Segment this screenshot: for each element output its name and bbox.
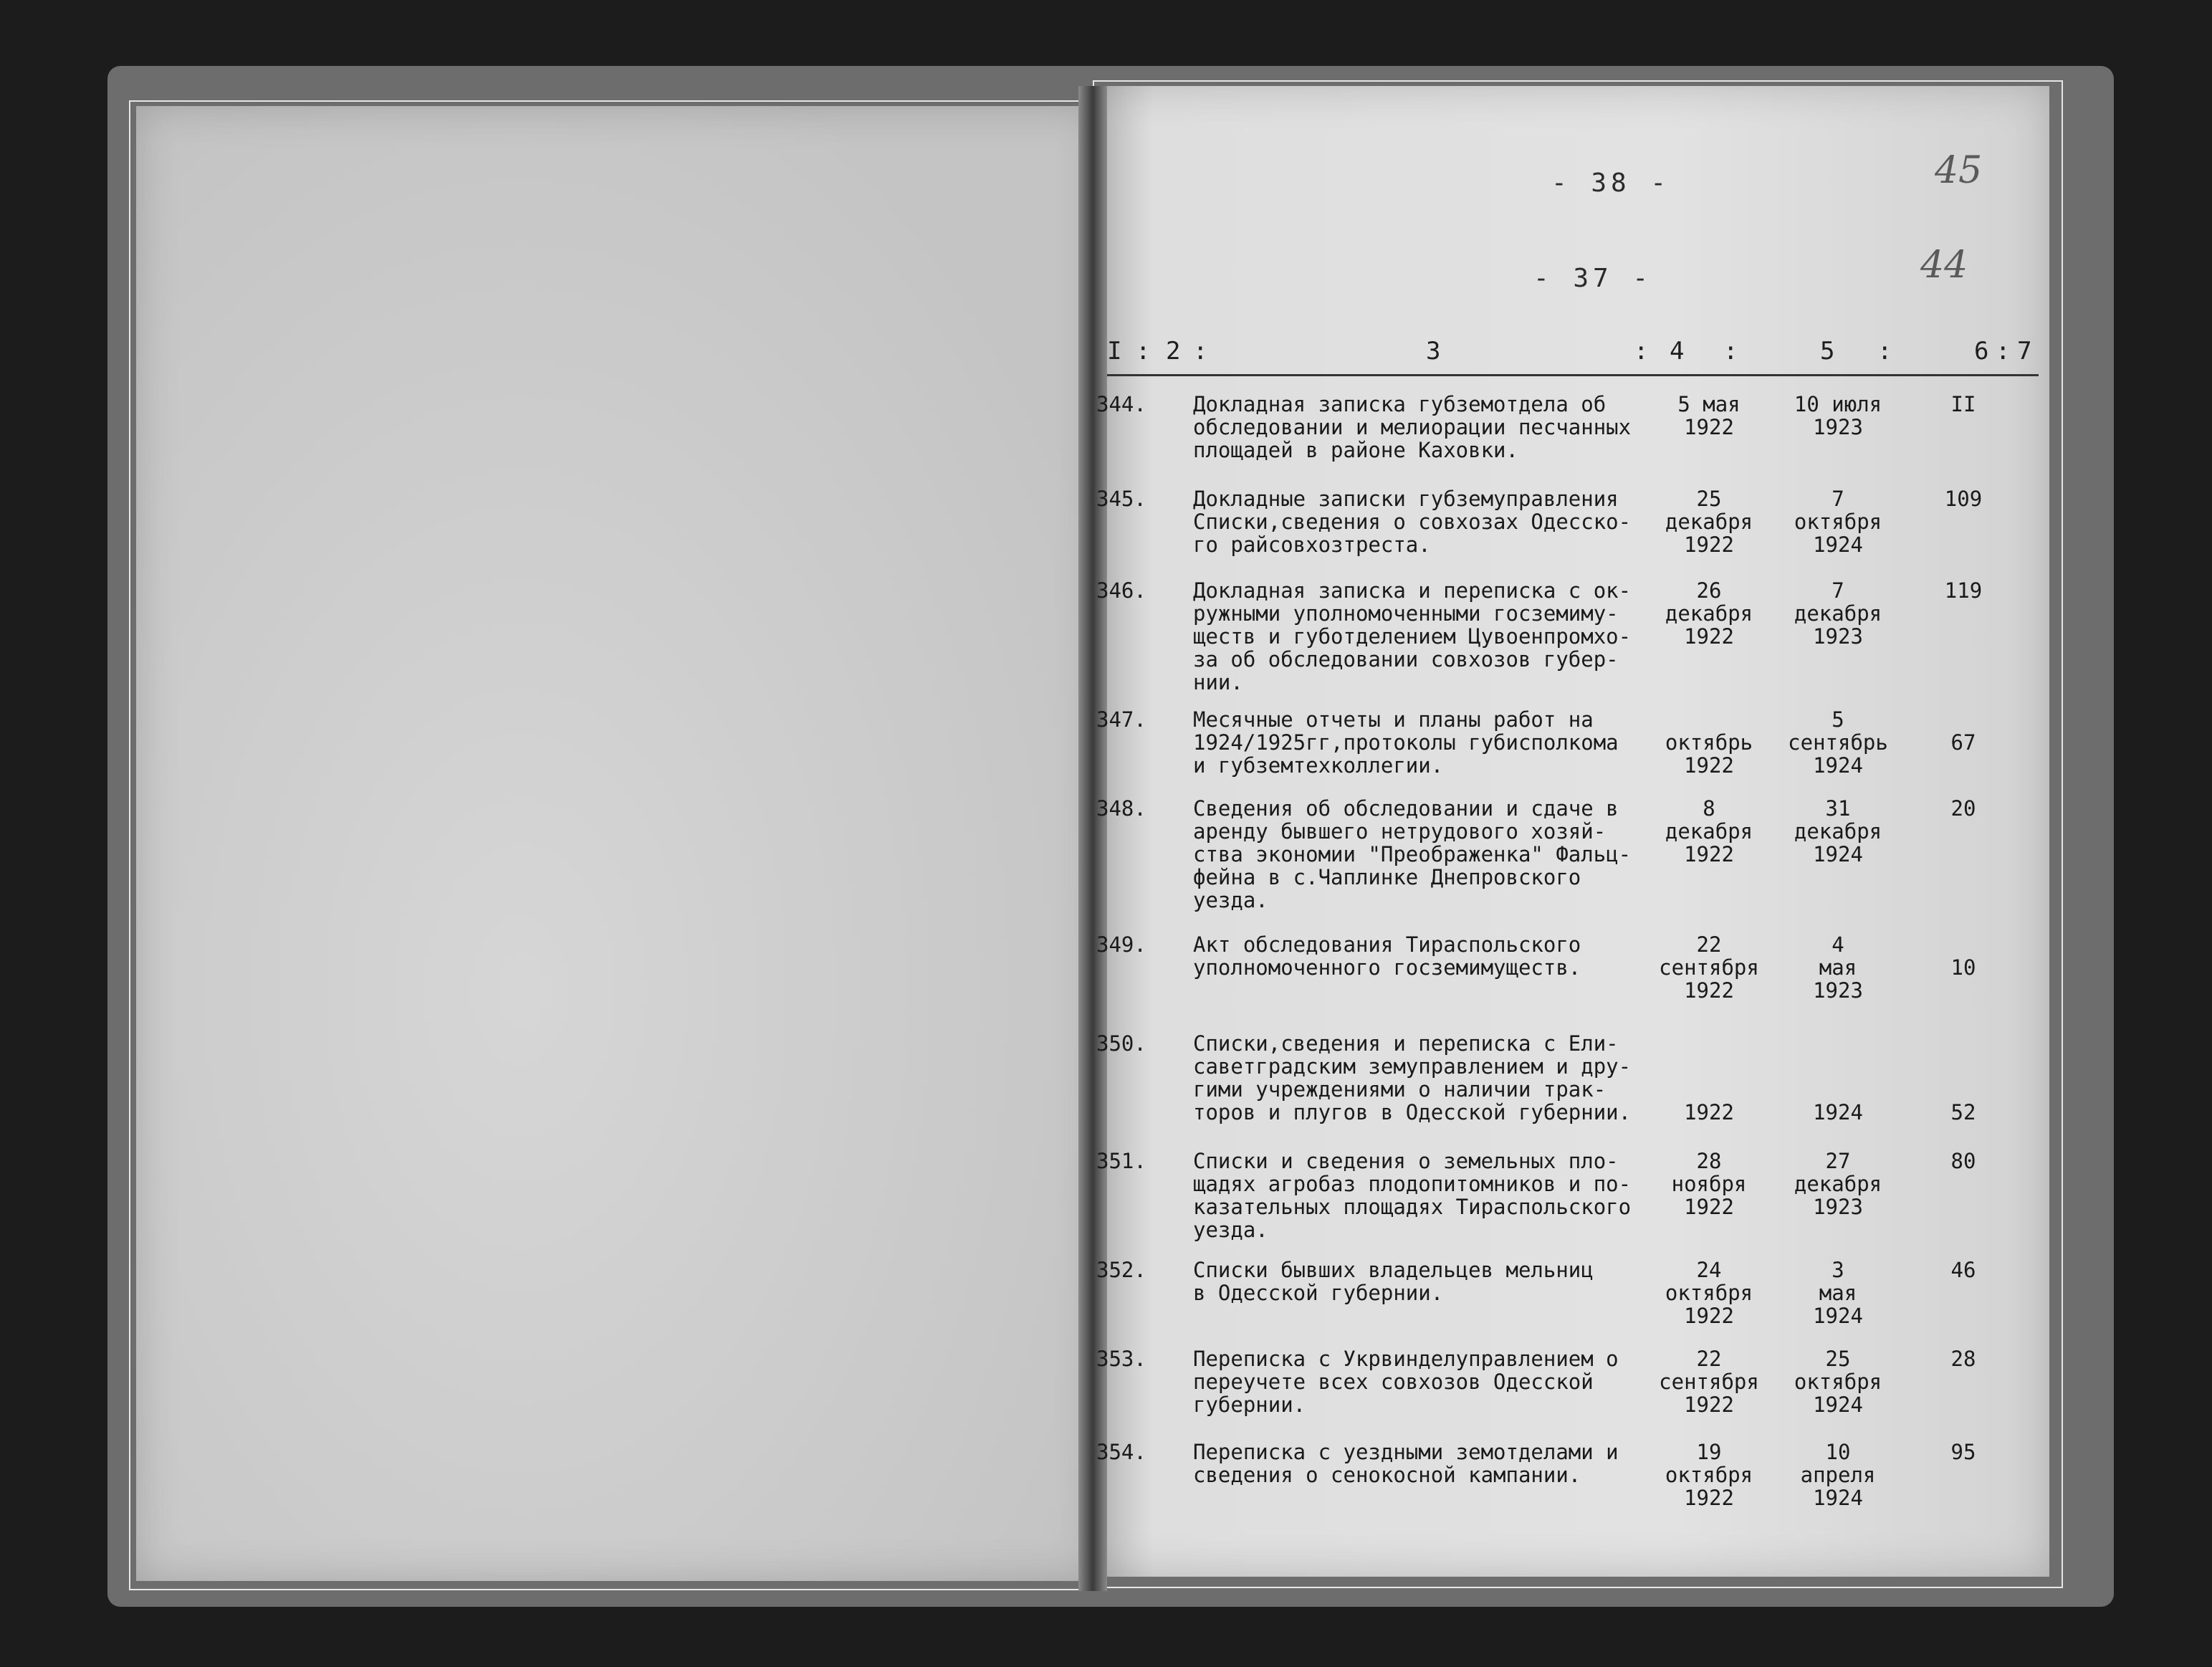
record-sheet-count: 67 (1950, 730, 1976, 755)
header-sep: : (1136, 337, 1151, 366)
record-description: Списки,сведения и переписка с Ели- саветградским земуправлением и дру- гими учреждениями о наличии трак- торов и плугов в Одесской губернии. (1193, 1031, 1632, 1124)
record-sheet-count: 46 (1950, 1258, 1976, 1282)
typed-page-number-37: - 37 - (1533, 264, 1653, 293)
record-end-date: 7 октября 1924 (1794, 487, 1882, 557)
record-sheet-count: 28 (1950, 1347, 1976, 1371)
record-start-date: 5 мая 1922 (1677, 392, 1741, 439)
header-col-5: 5 (1820, 337, 1835, 366)
record-start-date: 19 октября 1922 (1665, 1440, 1753, 1510)
record-start-date: 26 декабря 1922 (1665, 578, 1753, 649)
record-start-date: 25 декабря 1922 (1665, 487, 1753, 557)
record-start-date: 24 октября 1922 (1665, 1258, 1753, 1328)
record-description: Переписка с Укрвинделуправлением о переучете всех совхозов Одесской губернии. (1193, 1347, 1619, 1417)
record-end-date: 27 декабря 1923 (1794, 1149, 1882, 1219)
record-end-date: 10 апреля 1924 (1800, 1440, 1876, 1510)
header-col-3: 3 (1426, 337, 1441, 366)
record-end-date: 31 декабря 1924 (1794, 796, 1882, 866)
record-number: 350. (1096, 1031, 1146, 1056)
record-start-date: 1922 (1684, 1100, 1734, 1124)
record-sheet-count: 95 (1950, 1440, 1976, 1464)
record-description: Списки бывших владельцев мельниц в Одесской губернии. (1193, 1258, 1594, 1305)
record-end-date: 10 июля 1923 (1794, 392, 1882, 439)
record-sheet-count: 52 (1950, 1100, 1976, 1124)
record-number: 351. (1096, 1149, 1146, 1173)
record-description: Переписка с уездными земотделами и сведения о сенокосной кампании. (1193, 1440, 1619, 1487)
record-end-date: 3 мая 1924 (1813, 1258, 1863, 1328)
handwritten-folio-45: 45 (1935, 149, 1983, 192)
left-page-blank (136, 106, 1096, 1581)
record-number: 353. (1096, 1347, 1146, 1371)
record-number: 347. (1096, 707, 1146, 732)
record-description: Месячные отчеты и планы работ на 1924/1925гг,протоколы губисполкома и губземтехколлегии. (1193, 707, 1619, 778)
record-sheet-count: 109 (1944, 487, 1983, 511)
header-col-6: 6 (1974, 337, 1989, 366)
table-column-header (1107, 331, 2039, 376)
record-number: 349. (1096, 932, 1146, 957)
record-sheet-count: 80 (1950, 1149, 1976, 1173)
record-number: 345. (1096, 487, 1146, 511)
record-sheet-count: 20 (1950, 796, 1976, 821)
record-end-date: 5 сентябрь 1924 (1788, 707, 1888, 778)
record-end-date: 7 декабря 1923 (1794, 578, 1882, 649)
record-start-date: 22 сентября 1922 (1659, 932, 1759, 1003)
record-end-date: 1924 (1813, 1100, 1863, 1124)
record-start-date: октябрь 1922 (1665, 730, 1753, 778)
record-description: Докладная записка и переписка с ок- ружными уполномоченными госземиму- ществ и губотделением Цувоенпромхо- за об обследовании совхозов губер- нии. (1193, 578, 1632, 694)
header-sep: : (1877, 337, 1892, 366)
record-description: Докладная записка губземотдела об обследовании и мелиорации песчанных площадей в районе Каховки. (1193, 392, 1632, 462)
header-sep: : (1723, 337, 1738, 366)
record-number: 352. (1096, 1258, 1146, 1282)
record-sheet-count: 119 (1944, 578, 1983, 603)
record-description: Списки и сведения о земельных пло- щадях агробаз плодопитомников и по- казательных площадях Тираспольского уезда. (1193, 1149, 1632, 1242)
header-col-1: I (1107, 337, 1122, 366)
header-sep: : (1996, 337, 2011, 366)
record-description: Сведения об обследовании и сдаче в аренду бывшего нетрудового хозяй- ства экономии "Преображенка" Фальц- фейна в с.Чаплинке Днепровского уезда. (1193, 796, 1632, 912)
record-number: 348. (1096, 796, 1146, 821)
record-description: Докладные записки губземуправления Списки,сведения о совхозах Одесско- го райсовхозтреста. (1193, 487, 1632, 557)
record-start-date: 8 декабря 1922 (1665, 796, 1753, 866)
record-end-date: 4 мая 1923 (1813, 932, 1863, 1003)
record-end-date: 25 октября 1924 (1794, 1347, 1882, 1417)
record-number: 344. (1096, 392, 1146, 416)
record-description: Акт обследования Тираспольского уполномоченного госземимуществ. (1193, 932, 1581, 980)
record-start-date: 28 ноября 1922 (1671, 1149, 1747, 1219)
record-sheet-count: 10 (1950, 955, 1976, 980)
record-number: 346. (1096, 578, 1146, 603)
header-col-4: 4 (1670, 337, 1685, 366)
record-sheet-count: II (1950, 392, 1976, 416)
header-col-7: 7 (2017, 337, 2032, 366)
header-sep: : (1193, 337, 1208, 366)
handwritten-folio-44: 44 (1920, 244, 1968, 287)
typed-page-number-38: - 38 - (1551, 168, 1671, 198)
record-start-date: 22 сентября 1922 (1659, 1347, 1759, 1417)
record-number: 354. (1096, 1440, 1146, 1464)
header-col-2: 2 (1166, 337, 1181, 366)
header-sep: : (1634, 337, 1649, 366)
